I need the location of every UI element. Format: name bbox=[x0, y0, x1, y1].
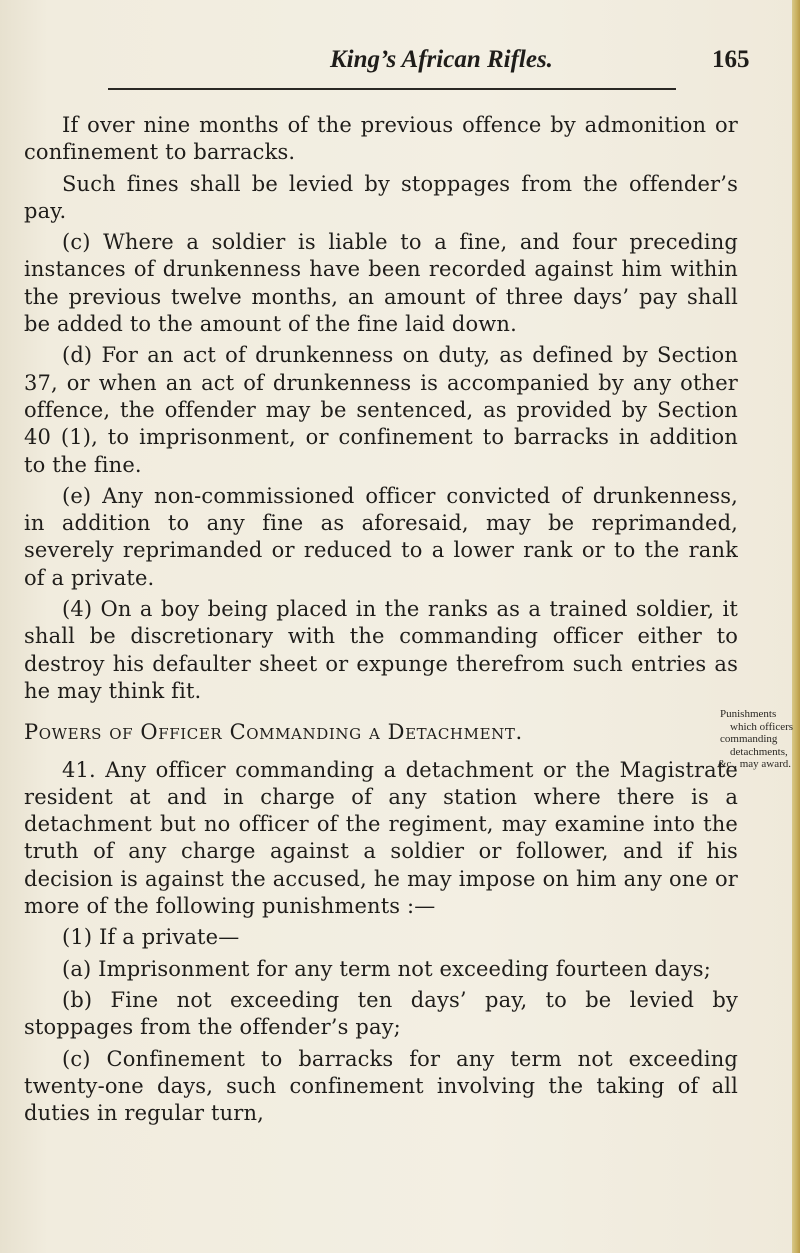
page-number: 165 bbox=[712, 46, 750, 73]
paragraph-c-confinement: (c) Confinement to barracks for any term not exceeding twenty-one days, such confinement involving the taking of all duties in regular turn, bbox=[24, 1046, 738, 1126]
paragraph-fines: Such fines shall be levied by stoppages from the offender’s pay. bbox=[24, 171, 738, 223]
margin-note-line: which officers bbox=[730, 720, 794, 733]
paragraph-4: (4) On a boy being placed in the ranks as a trained soldier, it shall be discretionary with the commanding officer either to destroy his defaulter sheet or expunge therefrom such entries as he may think fit. bbox=[24, 597, 738, 703]
paragraph-41: 41. Any officer commanding a detachment or the Magistrate resident at and in charge of any station where there is a detachment but no officer of the regiment, may examine into the truth of any charge against a soldier or follower, and if his decision is against the accused, he may impose on him any one or more of the following punishments :— bbox=[24, 757, 738, 919]
header-rule bbox=[108, 88, 676, 90]
page-edge bbox=[792, 0, 800, 1253]
paragraph-c: (c) Where a soldier is liable to a fine, and four preceding instances of drunkenness have been recorded against him within the previous twelve months, an amount of three days’ pay shall be added to the amount of the fine laid down. bbox=[24, 230, 738, 337]
paragraph-b-fine: (b) Fine not exceeding ten days’ pay, to be levied by stoppages from the offender’s pay; bbox=[24, 987, 738, 1040]
margin-note-line: commanding bbox=[720, 733, 778, 745]
paragraph-continuation: If over nine months of the previous offence by admonition or confinement to barracks. bbox=[24, 113, 738, 165]
paragraph-d: (d) For an act of drunkenness on duty, as defined by Section 37, or when an act of drunkenness is accompanied by any other offence, the offender may be sentenced, as provided by Section 40 (1), to imprisonment, or confinement to barracks in addition to the fine. bbox=[24, 343, 738, 477]
page-header bbox=[0, 40, 800, 80]
margin-note-line: &c., may award. bbox=[718, 758, 791, 770]
paragraph-a-imprisonment: (a) Imprisonment for any term not exceeding fourteen days; bbox=[62, 956, 711, 981]
running-title: King’s African Rifles. bbox=[330, 46, 553, 73]
margin-note-line: detachments, bbox=[730, 745, 788, 758]
margin-note bbox=[718, 708, 800, 771]
section-heading: Powers of Officer Commanding a Detachment. bbox=[24, 720, 523, 745]
body-text bbox=[24, 112, 738, 1131]
margin-note-line: Punishments bbox=[720, 708, 777, 720]
paragraph-1-private: (1) If a private— bbox=[62, 925, 240, 950]
paragraph-e: (e) Any non-commissioned officer convicted of drunkenness, in addition to any fine as aforesaid, may be reprimanded, severely reprimanded or reduced to a lower rank or to the rank of a private. bbox=[24, 483, 738, 590]
